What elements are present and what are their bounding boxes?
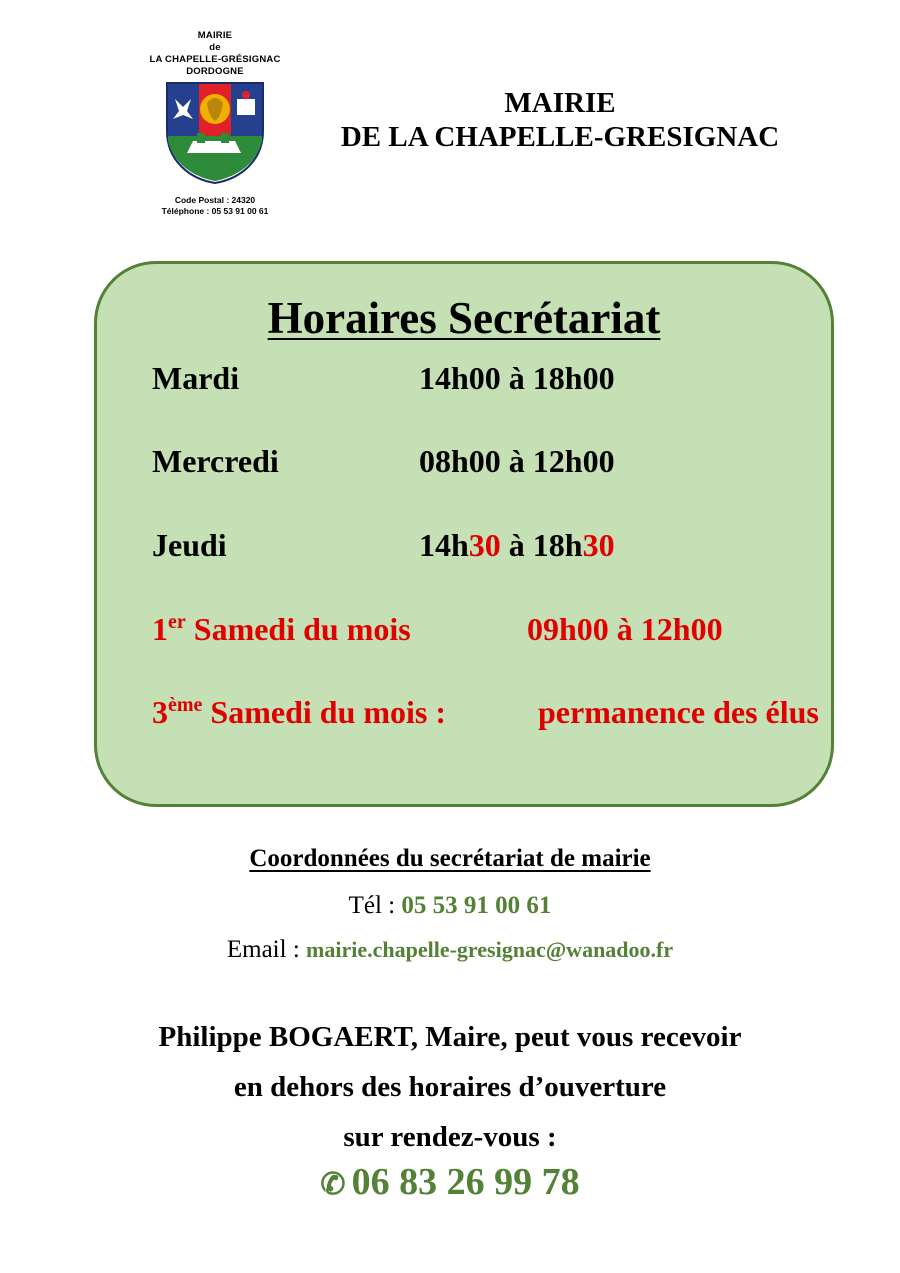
hours-first-saturday: 09h00 à 12h00 — [527, 611, 723, 647]
mayor-notice — [0, 1012, 900, 1162]
third-saturday-label: Samedi du mois : — [202, 694, 447, 730]
page-title — [300, 86, 820, 154]
contact-email-line — [0, 936, 900, 964]
logo-line-de: de — [209, 42, 221, 53]
contact-heading-text: Coordonnées du secrétariat de mairie — [249, 845, 651, 872]
day-jeudi: Jeudi — [152, 527, 227, 563]
first-saturday-ordinal: er — [168, 611, 186, 633]
jeudi-end-minutes: 30 — [582, 527, 615, 563]
first-saturday-number: 1 — [152, 611, 168, 647]
secretariat-phone[interactable]: 05 53 91 00 61 — [401, 892, 552, 919]
logo-line-mairie: MAIRIE — [197, 30, 233, 41]
logo-line-department: DORDOGNE — [186, 66, 244, 77]
jeudi-start-hour: 14h — [419, 527, 469, 563]
hours-mardi: 14h00 à 18h00 — [419, 360, 615, 396]
jeudi-start-minutes: 30 — [468, 527, 501, 563]
mayor-line-2: en dehors des horaires d’ouverture — [233, 1071, 667, 1103]
email-label: Email : — [226, 936, 307, 963]
title-line-commune: DE LA CHAPELLE-GRESIGNAC — [340, 121, 780, 153]
mayor-phone-number[interactable]: 06 83 26 99 78 — [351, 1161, 580, 1203]
phone-label: Tél : — [348, 892, 402, 919]
day-third-saturday — [152, 693, 446, 731]
logo-line-commune: LA CHAPELLE-GRÉSIGNAC — [149, 54, 281, 65]
third-saturday-number: 3 — [152, 694, 168, 730]
schedule-title — [97, 292, 831, 344]
third-saturday-ordinal: ème — [168, 694, 203, 716]
telephone-icon: ✆ — [320, 1168, 346, 1201]
municipal-logo — [135, 30, 295, 217]
schedule-panel — [94, 261, 834, 807]
schedule-title-text: Horaires Secrétariat — [267, 293, 661, 343]
hours-jeudi — [419, 526, 615, 564]
day-first-saturday — [152, 610, 411, 648]
first-saturday-label: Samedi du mois — [185, 611, 411, 647]
hours-mercredi: 08h00 à 12h00 — [419, 443, 615, 479]
mayor-phone-line — [0, 1160, 900, 1204]
logo-phone: Téléphone : 05 53 91 00 61 — [161, 206, 269, 216]
secretariat-email-link[interactable]: mairie.chapelle-gresignac@wanadoo.fr — [306, 937, 674, 962]
contact-heading — [0, 845, 900, 873]
title-line-mairie: MAIRIE — [504, 87, 616, 119]
mayor-line-1: Philippe BOGAERT, Maire, peut vous recevoir — [158, 1021, 742, 1053]
logo-footer — [135, 195, 295, 217]
logo-heading — [135, 30, 295, 78]
day-mercredi: Mercredi — [152, 443, 279, 479]
third-saturday-permanence: permanence des élus — [538, 694, 819, 730]
mayor-line-3: sur rendez-vous : — [343, 1121, 557, 1153]
day-mardi: Mardi — [152, 360, 240, 396]
logo-postal-code: Code Postal : 24320 — [174, 195, 256, 205]
coat-of-arms-icon — [165, 81, 265, 185]
jeudi-end-hour: à 18h — [500, 527, 583, 563]
contact-phone-line — [0, 892, 900, 920]
